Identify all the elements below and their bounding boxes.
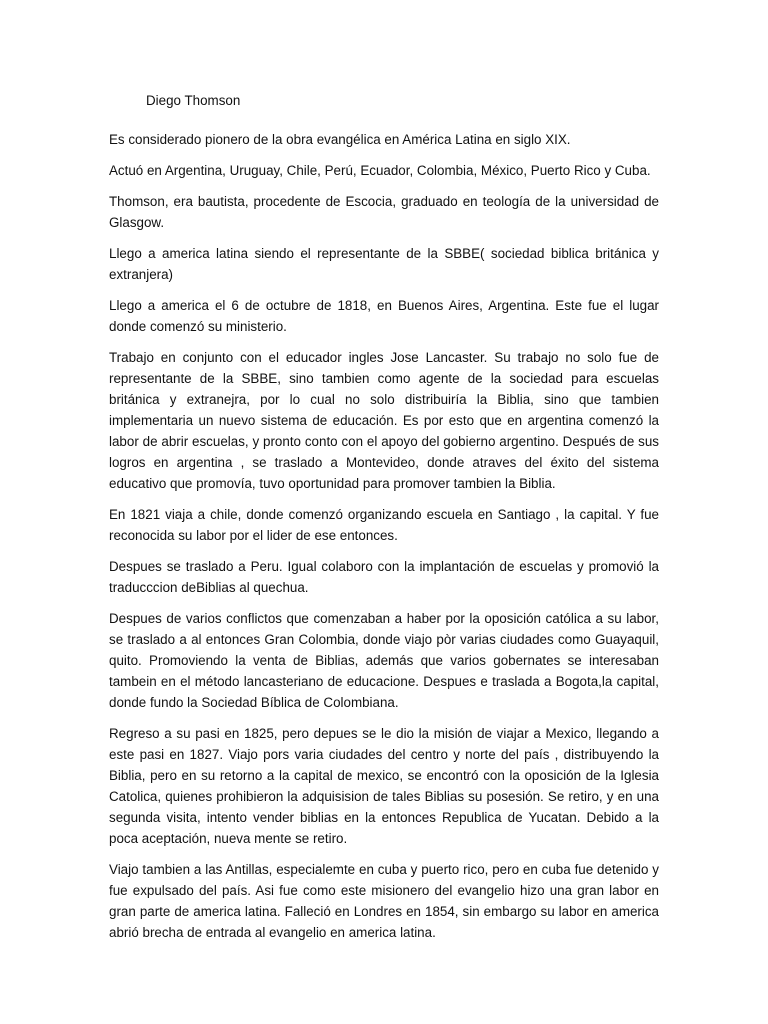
document-title: Diego Thomson	[146, 93, 241, 108]
paragraph-5: Llego a america el 6 de octubre de 1818, en Buenos Aires, Argentina. Este fue el lugar donde comenzó su ministerio.	[109, 298, 659, 334]
paragraph-4: Llego a america latina siendo el representante de la SBBE( sociedad biblica británica y extranjera)	[109, 246, 659, 282]
paragraph-8: Despues se traslado a Peru. Igual colaboro con la implantación de escuelas y promovió la traducccion deBiblias al quechua.	[109, 559, 659, 595]
paragraph-7: En 1821 viaja a chile, donde comenzó organizando escuela en Santiago , la capital. Y fue reconocida su labor por el lider de ese entonces.	[109, 507, 659, 543]
paragraph-10: Regreso a su pasi en 1825, pero depues se le dio la misión de viajar a Mexico, llegando a este pasi en 1827. Viajo pors varia ciudades del centro y norte del país , distribuyendo la Biblia, pero en su retorno a la capital de mexico, se encontró con la oposición de la Iglesia Catolica, quienes prohibieron la adquisision de tales Biblias su posesión. Se retiro, y en una segunda visita, intento vender biblias en la entonces Republica de Yucatan. Debido a la poca aceptación, nueva mente se retiro.	[109, 726, 659, 846]
paragraph-11: Viajo tambien a las Antillas, especialemte en cuba y puerto rico, pero en cuba fue detenido y fue expulsado del país. Asi fue como este misionero del evangelio hizo una gran labor en gran parte de america latina. Falleció en Londres en 1854, sin embargo su labor en america abrió brecha de entrada al evangelio en america latina.	[109, 862, 659, 940]
document-body	[109, 90, 659, 953]
paragraph-9: Despues de varios conflictos que comenzaban a haber por la oposición católica a su labor, se traslado a al entonces Gran Colombia, donde viajo pòr varias ciudades como Guayaquil, quito. Promoviendo la venta de Biblias, además que varios gobernates se interesaban tambein en el método lancasteriano de educacione. Despues e traslada a Bogota,la capital, donde fundo la Sociedad Bíblica de Colombiana.	[109, 611, 659, 710]
paragraph-1: Es considerado pionero de la obra evangélica en América Latina en siglo XIX.	[109, 132, 571, 147]
paragraph-6: Trabajo en conjunto con el educador ingles Jose Lancaster. Su trabajo no solo fue de representante de la SBBE, sino tambien como agente de la sociedad para escuelas británica y extranejra, por lo cual no solo distribuiría la Biblia, sino que tambien implementaria un nuevo sistema de educación. Es por esto que en argentina comenzó la labor de abrir escuelas, y pronto conto con el apoyo del gobierno argentino. Después de sus logros en argentina , se traslado a Montevideo, donde atraves del éxito del sistema educativo que promovía, tuvo oportunidad para promover tambien la Biblia.	[109, 350, 659, 491]
paragraph-3: Thomson, era bautista, procedente de Escocia, graduado en teología de la universidad de Glasgow.	[109, 194, 659, 230]
paragraph-2: Actuó en Argentina, Uruguay, Chile, Perú, Ecuador, Colombia, México, Puerto Rico y Cuba.	[109, 163, 651, 178]
